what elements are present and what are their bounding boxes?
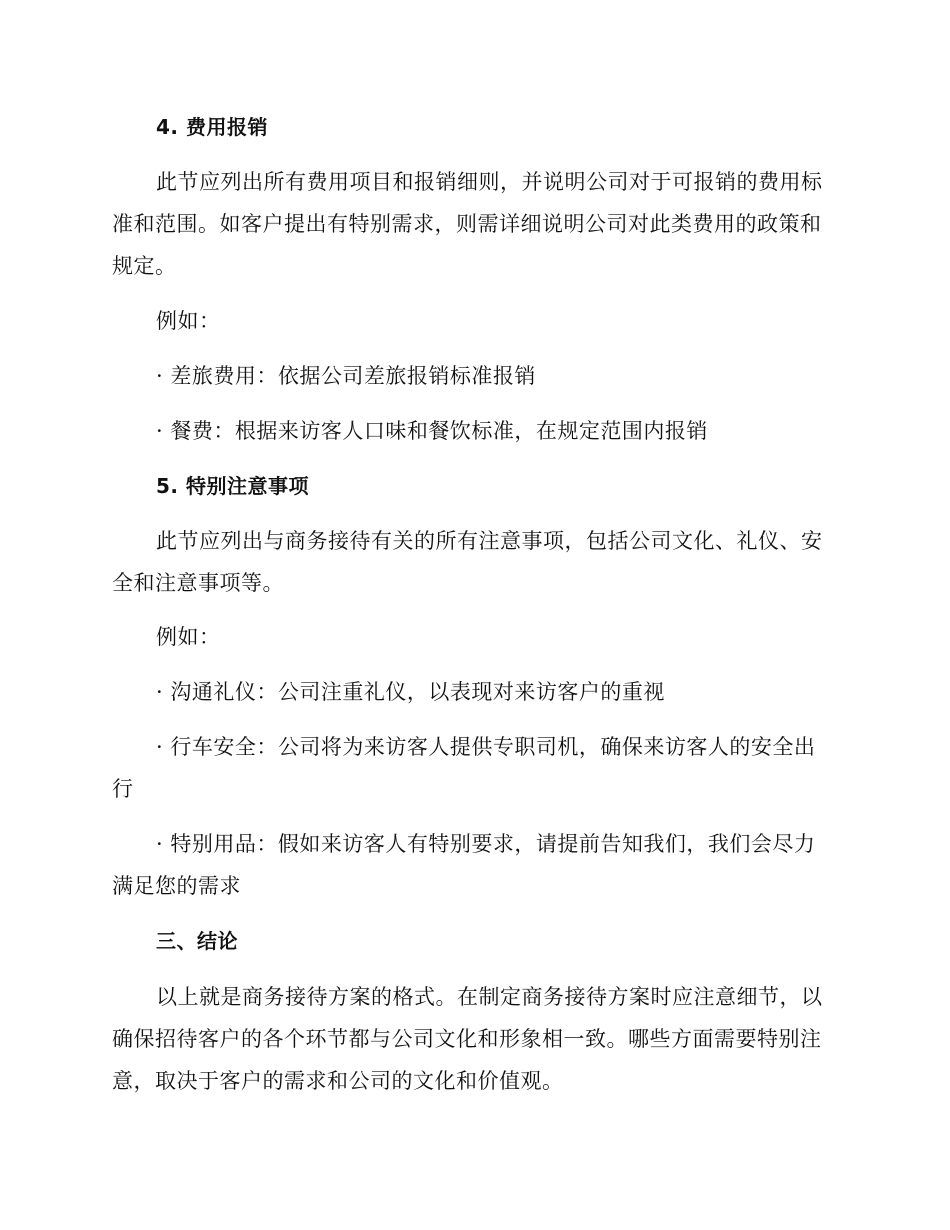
conclusion-line: 以上就是商务接待方案的格式。在制定商务接待方案时应注意细节，以: [156, 985, 823, 1009]
conclusion-line: 确保招待客户的各个环节都与公司文化和形象相一致。哪些方面需要特别注: [112, 1027, 822, 1051]
section-5-intro-line: 此节应列出与商务接待有关的所有注意事项，包括公司文化、礼仪、安: [156, 529, 823, 553]
conclusion-heading: 三、结论: [156, 929, 238, 953]
list-item: · 餐费：根据来访客人口味和餐饮标准，在规定范围内报销: [156, 419, 708, 443]
list-item: · 行车安全：公司将为来访客人提供专职司机，确保来访客人的安全出: [156, 735, 816, 759]
list-item-continuation: 行: [112, 777, 134, 801]
section-4-heading: 4. 费用报销: [156, 115, 268, 139]
section-4-intro-line: 规定。: [112, 254, 177, 278]
section-5-heading: 5. 特别注意事项: [156, 474, 309, 498]
section-5-intro-line: 全和注意事项等。: [112, 571, 284, 595]
list-item: · 沟通礼仪：公司注重礼仪，以表现对来访客户的重视: [156, 680, 665, 704]
section-4-intro-line: 此节应列出所有费用项目和报销细则，并说明公司对于可报销的费用标: [156, 170, 823, 194]
list-item: · 差旅费用：依据公司差旅报销标准报销: [156, 364, 536, 388]
section-4-example-label: 例如：: [156, 309, 221, 333]
section-5-example-label: 例如：: [156, 625, 221, 649]
conclusion-line: 意，取决于客户的需求和公司的文化和价值观。: [112, 1069, 564, 1093]
list-item-continuation: 满足您的需求: [112, 874, 241, 898]
list-item: · 特别用品：假如来访客人有特别要求，请提前告知我们，我们会尽力: [156, 832, 816, 856]
section-4-intro-line: 准和范围。如客户提出有特别需求，则需详细说明公司对此类费用的政策和: [112, 212, 822, 236]
